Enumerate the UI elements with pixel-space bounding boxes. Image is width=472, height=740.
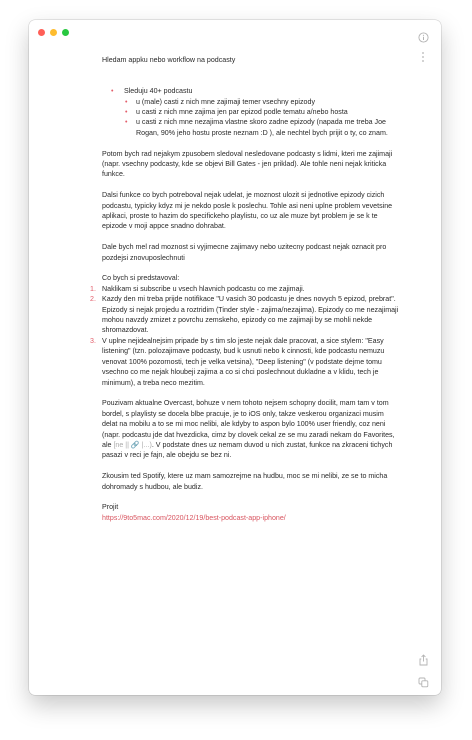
list-intro: Co bych si predstavoval: [102, 274, 180, 283]
paragraph: Dale bych mel rad moznost si vyjimecne zajimavy nebo uzitecny podcast nejak oznacit pro pozdejsi znovuposlechnuti [102, 243, 387, 262]
list-number: 2. [90, 295, 96, 304]
list-item-text: V uplne nejidealnejsim pripade by s tim slo jeste nejak dale pracovat, a sice stylem: "Easy listening" (tzn. polozajimave podcasty, bud k usnuti nebo k cinnosti, kde podcastu nemuzu venovat 100% pozornosti, tech je velka vetsina), "Deep listening" (v podstate dejme tomu vsechno co me nejak hloubeji zajima a co si chci poslechnout dukladne a v klidu, tech je minimum), a treba neco mezitim. [102, 336, 385, 387]
list-item-text: Kazdy den mi treba prijde notifikace "U vasich 30 podcastu je dnes novych 5 epizod, prebrat". Epizody si nejak projedu a roztridim (Tinder style - zajima/nezajima). Epizody co me nezajimaji mohou navzdy zmizet z povrchu zemskeho, epizody co me zajimaji by se mohli nekde shromazdovat. [102, 295, 399, 335]
bullet-list [102, 86, 400, 138]
paragraph-text: Pouzivam aktualne Overcast, bohuze v nem tohoto nejsem schopny docilit, mam tam v tom bordel, s playlisty se docela blbe pracuje, je to iOS only, takze veskerou organizaci musim delat na mobilu a to se mi moc nelibi, ale kdyby to aspon bylo 100% user friendly, coz neni (napr. podcastu jde dat hvezdicka, cimz by clovek cekal ze se mu zaradi nekam do Favorites, ale [102, 399, 395, 449]
bullet-main-text: Sleduju 40+ podcastu [124, 87, 193, 96]
sub-list-item: • u casti z nich mne zajima jen par epizod podle tematu a/nebo hosta [136, 107, 400, 117]
note-editor[interactable] [90, 55, 400, 523]
url-link[interactable]: https://9to5mac.com/2020/12/19/best-podcast-app-iphone/ [102, 513, 286, 522]
paragraph: Projit [102, 503, 119, 512]
sub-list-item: • u (male) casti z nich mne zajimaji temer vsechny epizody [136, 97, 400, 107]
info-icon[interactable] [417, 31, 429, 43]
note-title: Hledam appku nebo workflow na podcasty [102, 56, 236, 64]
share-icon[interactable] [417, 654, 429, 666]
list-item [90, 336, 400, 388]
window-controls [38, 29, 69, 36]
numbered-list [90, 284, 400, 388]
copy-icon[interactable] [417, 676, 429, 688]
close-window-button[interactable] [38, 29, 45, 36]
paragraph [102, 398, 400, 460]
paragraph-text: . V podstate dnes uz nemam duvod u nich zustat, funkce na zkraceni tichych pasazi v reci je fajn, ale obejdu se bez ni. [102, 440, 393, 460]
zoom-window-button[interactable] [62, 29, 69, 36]
app-window [29, 20, 441, 695]
list-item [90, 294, 400, 336]
list-item [90, 284, 400, 294]
link-preview-badge[interactable]: [ne || 🔗 |...) [113, 440, 152, 449]
paragraph: Dalsi funkce co bych potreboval nejak udelat, je moznost ulozit si jednotlive epizody cizich podcastu, typicky kdyz mi je nekdo posle k poslechu. Tohle asi neni uplne problem vevetsine aplikaci, proste to hazim do specifickeho playlistu, co uz ale muze byt problem je se k te epizode v moji appce snadno dohrabat. [102, 191, 393, 231]
list-item-text: Naklikam si subscribe u vsech hlavnich podcastu co me zajimaji. [102, 284, 305, 293]
paragraph: Zkousim ted Spotify, ktere uz mam samozrejme na hudbu, moc se mi nelibi, ze se to micha dohromady s hudbou, ale budiz. [102, 472, 388, 491]
sub-bullet-list [124, 97, 400, 139]
list-number: 3. [90, 336, 96, 345]
list-number: 1. [90, 284, 96, 293]
paragraph: Potom bych rad nejakym zpusobem sledoval nesledovane podcasty s lidmi, kteri me zajimaji (napr. vsechny podcasty, kde se objevi Bill Gates - jen priklad). Ale tohle neni nejak kriticka funkce. [102, 149, 393, 179]
minimize-window-button[interactable] [50, 29, 57, 36]
list-item [124, 86, 400, 138]
sub-list-item: • u casti z nich mne nezajima vlastne skoro zadne epizody (napada me treba Joe Rogan, 90% jeho hostu proste neznam :D ), ale nechtel bych prijit o ty, co znam. [136, 117, 400, 138]
more-vertical-icon[interactable] [417, 51, 429, 63]
